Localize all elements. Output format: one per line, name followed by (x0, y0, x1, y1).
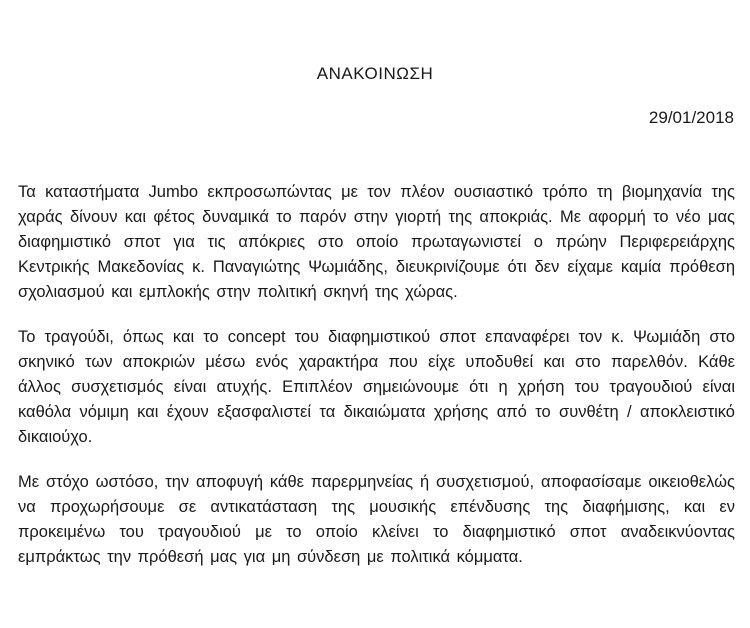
document-date: 29/01/2018 (648, 108, 734, 127)
document-title: ΑΝΑΚΟΙΝΩΣΗ (316, 64, 434, 83)
document-body (18, 180, 735, 570)
paragraph-intro: Τα καταστήματα Jumbo εκπροσωπώντας με τον πλέον ουσιαστικό τρόπο τη βιομηχανία της χαράς δίνουν και φέτος δυναμικά το παρόν στην γιορτή της αποκριάς. Με αφορμή το νέο μας διαφημιστικό σποτ για τις απόκριες στο οποίο πρωταγωνιστεί ο πρώην Περιφερειάρχης Κεντρικής Μακεδονίας κ. Παναγιώτης Ψωμιάδης, διευκρινίζουμε ότι δεν είχαμε καμία πρόθεση σχολιασμού και εμπλοκής στην πολιτική σκηνή της χώρας. (18, 183, 735, 301)
paragraph-clarification: Το τραγούδι, όπως και το concept του διαφημιστικού σποτ επαναφέρει τον κ. Ψωμιάδη στο σκηνικό των αποκριών μέσω ενός χαρακτήρα που είχε υποδυθεί και στο παρελθόν. Κάθε άλλος συσχετισμός είναι ατυχής. Επιπλέον σημειώνουμε ότι η χρήση του τραγουδιού είναι καθόλα νόμιμη και έχουν εξασφαλιστεί τα δικαιώματα χρήσης από το συνθέτη / αποκλειστικό δικαιούχο. (18, 328, 735, 446)
paragraph-decision: Με στόχο ωστόσο, την αποφυγή κάθε παρερμηνείας ή συσχετισμού, αποφασίσαμε οικειοθελώς να προχωρήσουμε σε αντικατάσταση της μουσικής επένδυσης της διαφήμισης, και εν προκειμένω του τραγουδιού με το οποίο κλείνει το διαφημιστικό σποτ αναδεικνύοντας εμπράκτως την πρόθεσή μας για μη σύνδεση με πολιτικά κόμματα. (18, 473, 735, 566)
